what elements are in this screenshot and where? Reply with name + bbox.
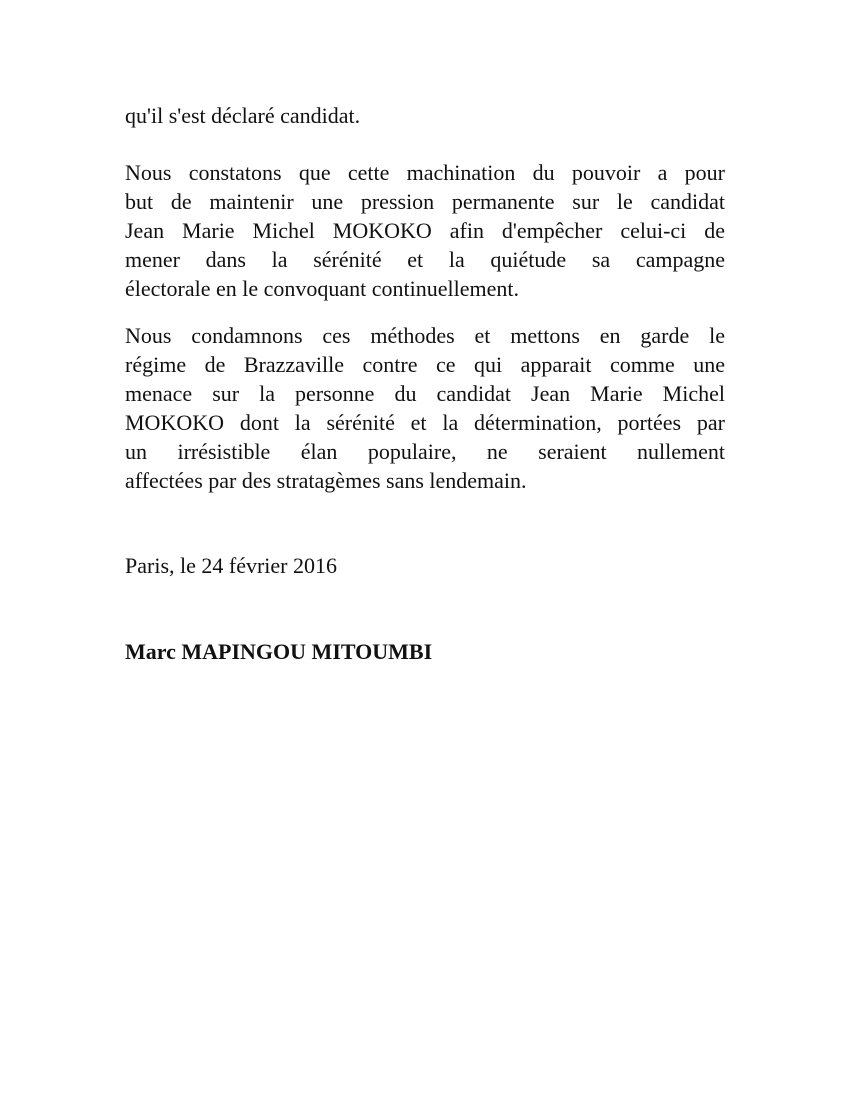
text-line: affectées par des stratagèmes sans lendemain. (125, 468, 527, 493)
text-line: Jean Marie Michel MOKOKO afin d'empêcher celui-ci de (125, 218, 725, 243)
text-line: MOKOKO dont la sérénité et la détermination, portées par (125, 410, 725, 435)
text-line: un irrésistible élan populaire, ne seraient nullement (125, 439, 725, 464)
text-line: électorale en le convoquant continuellement. (125, 276, 520, 301)
text-line: menace sur la personne du candidat Jean Marie Michel (125, 381, 725, 406)
place-date: Paris, le 24 février 2016 (125, 553, 337, 578)
text-line: Nous condamnons ces méthodes et mettons en garde le (125, 323, 725, 348)
paragraph-continuation (125, 101, 725, 130)
text-line: mener dans la sérénité et la quiétude sa campagne (125, 247, 725, 272)
text-line: qu'il s'est déclaré candidat. (125, 103, 361, 128)
text-line: but de maintenir une pression permanente sur le candidat (125, 189, 725, 214)
paragraph-condemnation (125, 321, 725, 495)
text-line: régime de Brazzaville contre ce qui apparait comme une (125, 352, 725, 377)
paragraph-machination (125, 158, 725, 303)
text-line: Nous constatons que cette machination du pouvoir a pour (125, 160, 725, 185)
signature-name: Marc MAPINGOU MITOUMBI (125, 639, 433, 664)
